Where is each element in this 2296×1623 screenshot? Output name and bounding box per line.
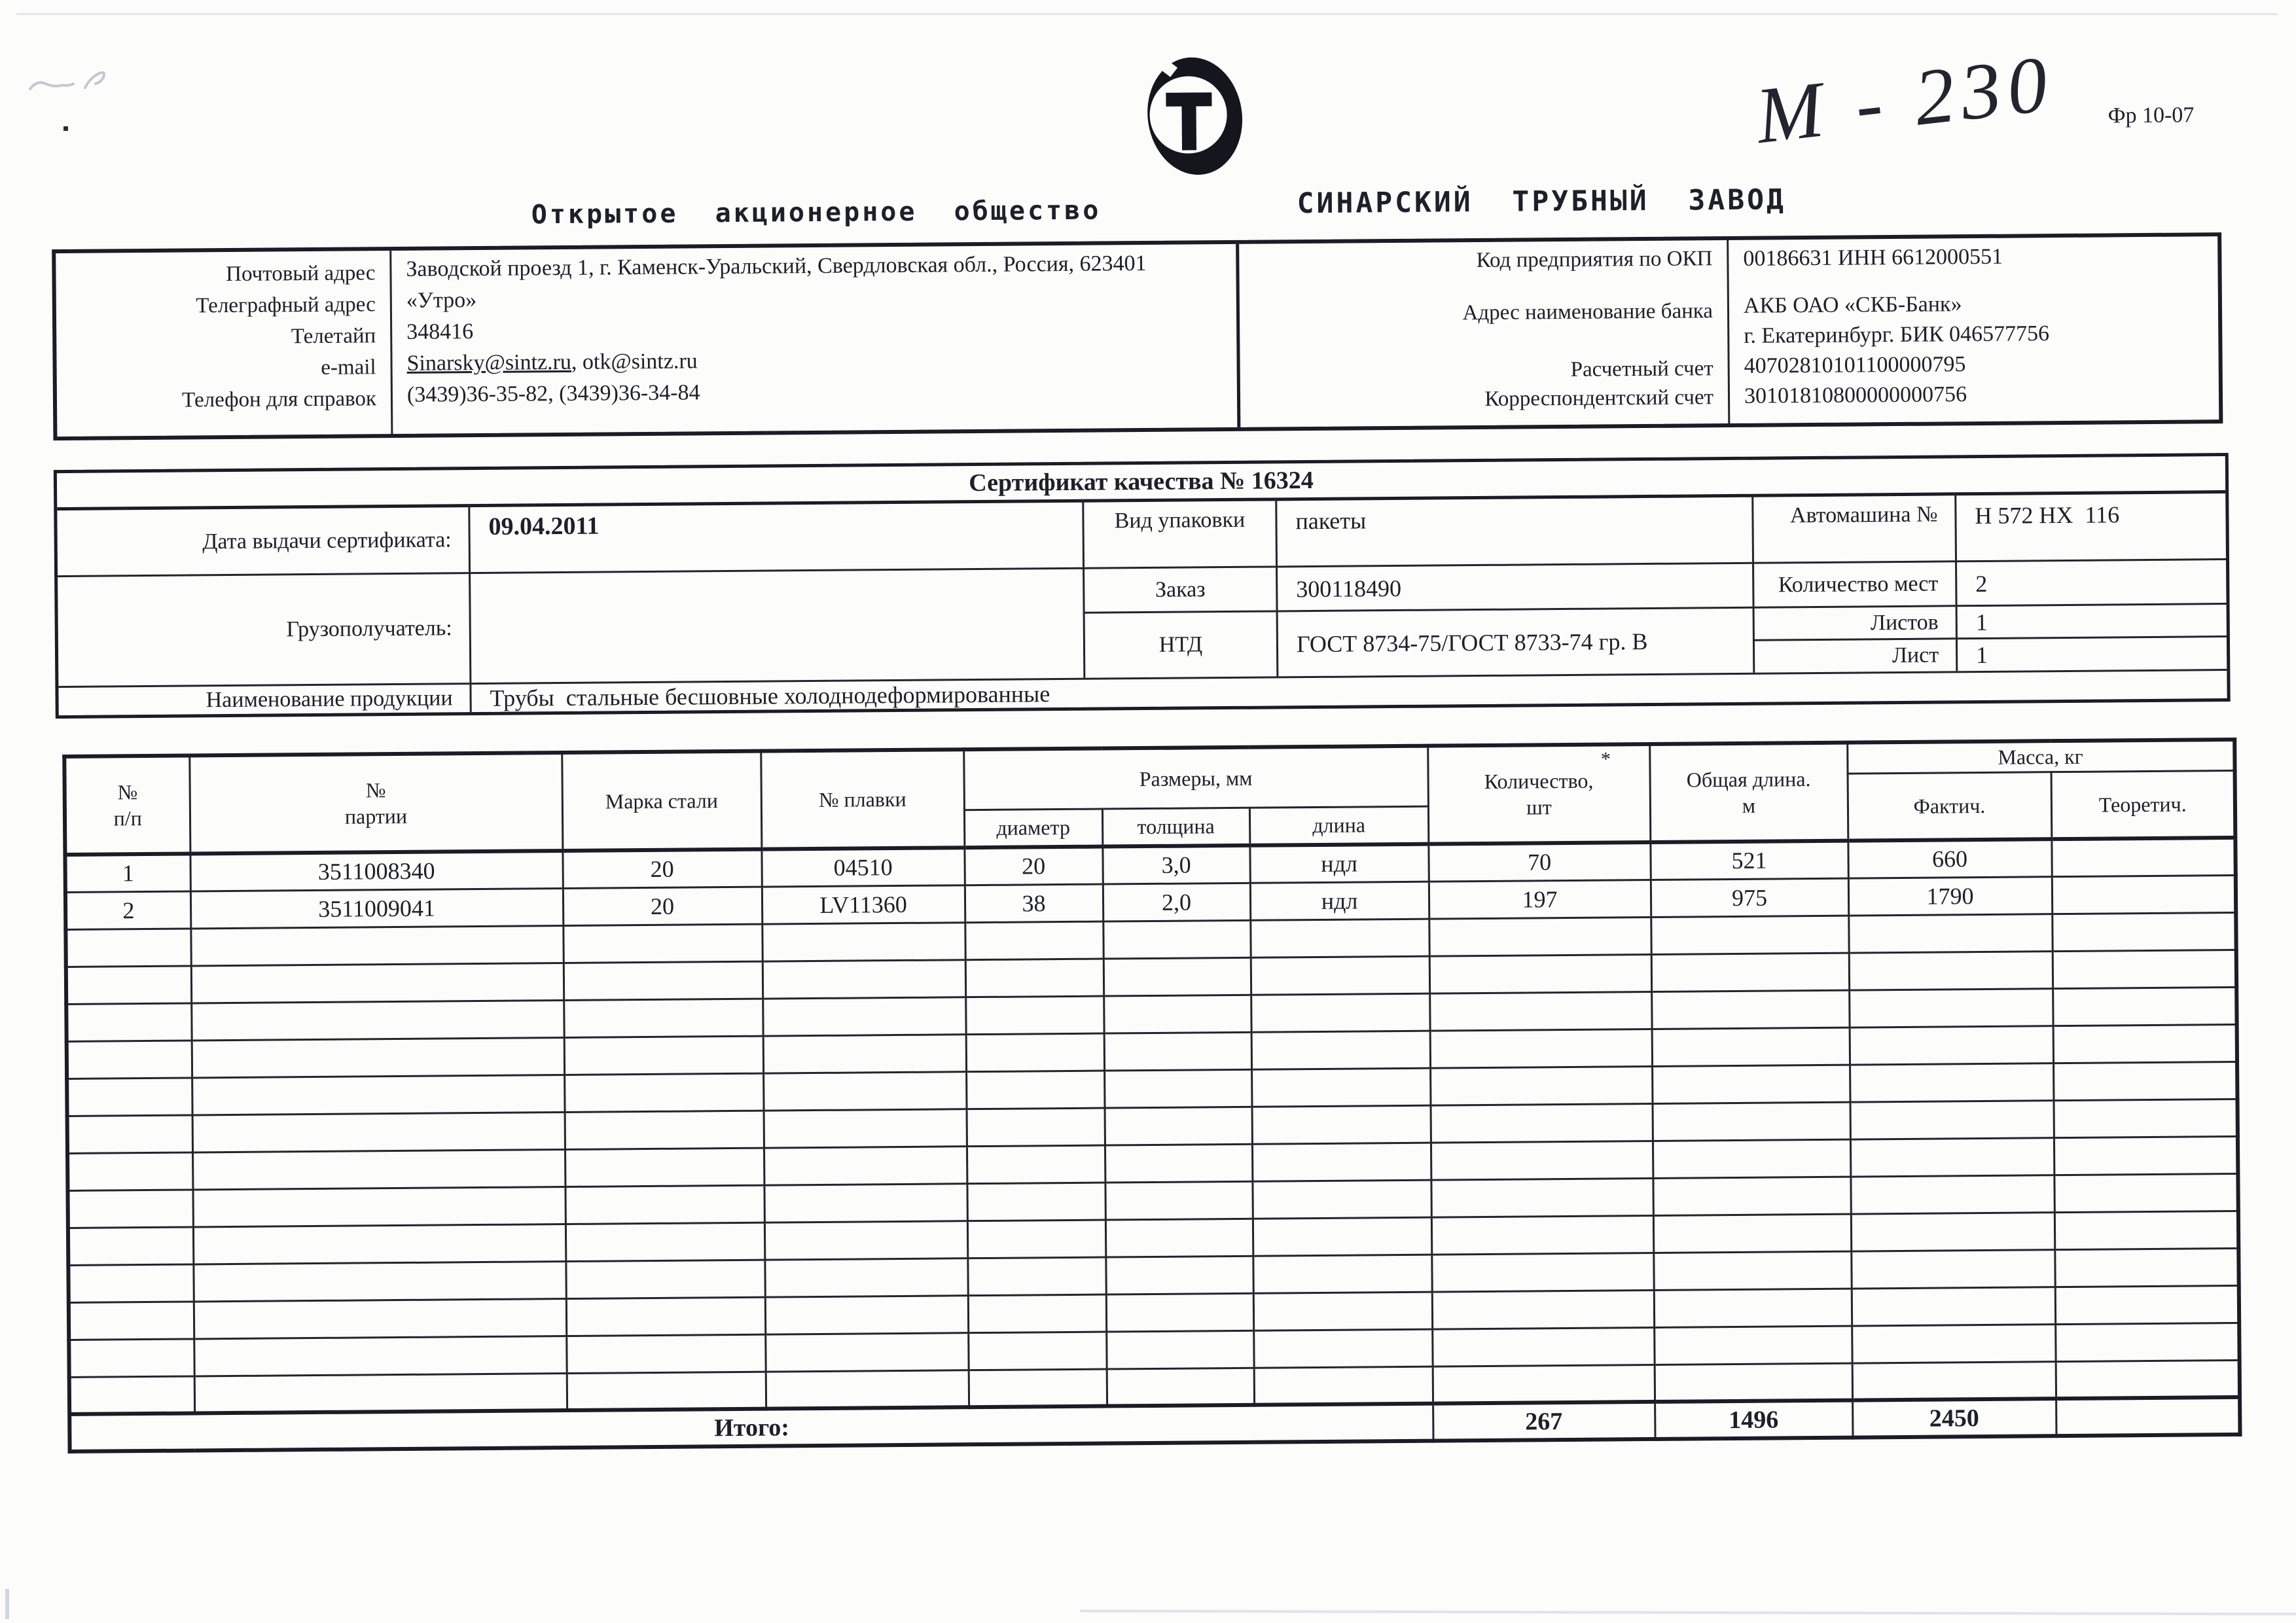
bank-label: Код предприятия по ОКП bbox=[1476, 247, 1713, 273]
table-cell bbox=[1849, 988, 2053, 1027]
table-cell bbox=[1253, 1217, 1431, 1256]
table-cell bbox=[1850, 1175, 2054, 1213]
col-header-mass-theor: Теоретич. bbox=[2051, 770, 2236, 839]
table-cell bbox=[69, 1301, 194, 1339]
col-header-heat: № плавки bbox=[761, 749, 964, 849]
table-cell: 521 bbox=[1650, 841, 1848, 880]
table-cell bbox=[968, 1294, 1106, 1333]
table-cell bbox=[192, 1186, 565, 1226]
table-cell bbox=[68, 1264, 193, 1302]
table-cell bbox=[563, 924, 762, 963]
contact-label: Телетайп bbox=[291, 324, 376, 349]
table-cell bbox=[565, 1185, 764, 1224]
sheets-label: Листов bbox=[1753, 605, 1956, 639]
places-value: 2 bbox=[1955, 558, 2227, 605]
table-cell bbox=[1429, 954, 1651, 993]
table-cell bbox=[190, 925, 563, 965]
order-value: 300118490 bbox=[1276, 562, 1753, 611]
table-cell bbox=[565, 1222, 764, 1261]
table-cell bbox=[192, 1149, 565, 1189]
table-cell bbox=[567, 1372, 766, 1410]
table-cell bbox=[1253, 1292, 1432, 1330]
col-header-total-length: Общая длина. м bbox=[1649, 743, 1848, 842]
contact-labels-cell bbox=[56, 251, 391, 437]
table-cell bbox=[1654, 1289, 1852, 1327]
correspondent-account: 30101810800000000756 bbox=[1744, 382, 1967, 408]
table-cell bbox=[1252, 1105, 1431, 1144]
table-cell bbox=[2052, 875, 2236, 914]
table-cell bbox=[967, 1145, 1105, 1184]
table-cell bbox=[1430, 1029, 1652, 1068]
table-cell bbox=[67, 1152, 192, 1190]
table-cell bbox=[1850, 1100, 2053, 1139]
product-value: Трубы стальные бесшовные холоднодеформированные bbox=[469, 669, 2227, 712]
table-cell bbox=[1651, 916, 1848, 954]
col-header-sizes: Размеры, мм bbox=[963, 746, 1428, 810]
table-cell bbox=[1851, 1212, 2054, 1251]
table-cell bbox=[1653, 1251, 1851, 1290]
table-cell bbox=[69, 1338, 194, 1376]
table-cell bbox=[2053, 950, 2236, 988]
table-cell bbox=[192, 1037, 564, 1077]
table-cell bbox=[1251, 993, 1429, 1032]
col-header-thickness: толщина bbox=[1102, 808, 1249, 847]
table-cell bbox=[68, 1226, 193, 1264]
table-cell bbox=[565, 1260, 764, 1298]
table-cell bbox=[1106, 1293, 1253, 1332]
table-cell bbox=[967, 1108, 1105, 1147]
table-cell: 660 bbox=[1848, 839, 2051, 878]
table-cell bbox=[1105, 1144, 1252, 1183]
table-cell bbox=[967, 1183, 1105, 1221]
table-cell bbox=[765, 1295, 968, 1334]
table-cell bbox=[1105, 1256, 1253, 1294]
total-length: 1496 bbox=[1655, 1400, 1852, 1439]
table-cell bbox=[66, 1003, 191, 1041]
truck-value: Н 572 НХ 116 bbox=[1954, 490, 2226, 560]
contact-label: Телеграфный адрес bbox=[196, 293, 376, 318]
contact-values-cell bbox=[389, 244, 1237, 434]
table-cell bbox=[1655, 1363, 1852, 1402]
table-cell: ндл bbox=[1249, 844, 1428, 883]
col-header-diameter: диаметр bbox=[964, 809, 1102, 848]
table-cell bbox=[66, 965, 191, 1003]
product-label: Наименование продукции bbox=[58, 683, 469, 715]
table-cell bbox=[763, 1071, 966, 1110]
table-cell bbox=[1103, 957, 1251, 996]
table-cell bbox=[765, 1332, 968, 1371]
table-cell bbox=[764, 1109, 967, 1147]
consignee-label: Грузополучатель: bbox=[58, 572, 469, 686]
sheet-value: 1 bbox=[1956, 635, 2227, 671]
table-cell bbox=[67, 1189, 192, 1227]
table-cell bbox=[2055, 1323, 2239, 1361]
table-cell bbox=[1653, 1139, 1850, 1178]
table-cell: 3,0 bbox=[1102, 846, 1249, 884]
table-cell bbox=[2054, 1211, 2238, 1249]
table-cell: 38 bbox=[965, 884, 1103, 923]
table-cell bbox=[1433, 1364, 1655, 1404]
table-cell: 2,0 bbox=[1103, 883, 1250, 921]
total-mass-theor bbox=[2056, 1397, 2240, 1436]
table-cell bbox=[67, 1077, 192, 1115]
table-cell bbox=[566, 1334, 765, 1373]
table-cell bbox=[67, 1040, 192, 1078]
table-cell bbox=[1849, 951, 2053, 990]
table-cell bbox=[1103, 995, 1251, 1033]
table-cell bbox=[967, 1220, 1105, 1258]
table-cell bbox=[1431, 1253, 1653, 1292]
table-cell bbox=[1104, 1032, 1251, 1071]
table-cell bbox=[1651, 990, 1849, 1029]
table-cell bbox=[967, 1257, 1105, 1296]
table-cell bbox=[1431, 1141, 1653, 1180]
bank-label: Корреспондентский счет bbox=[1484, 385, 1714, 411]
total-label: Итого: bbox=[69, 1404, 1433, 1452]
table-cell bbox=[1107, 1368, 1254, 1406]
contact-label: Телефон для справок bbox=[181, 387, 377, 412]
table-cell bbox=[1251, 1031, 1430, 1069]
teletype: 348416 bbox=[406, 319, 474, 344]
postal-address: Заводской проезд 1, г. Каменск-Уральский, Свердловская обл., Россия, 623401 bbox=[406, 251, 1147, 281]
certificate-title: Сертификат качества № 16324 bbox=[969, 467, 1314, 497]
table-cell bbox=[1852, 1324, 2055, 1363]
table-cell bbox=[1651, 953, 1849, 991]
col-header-quantity: * Количество, шт bbox=[1427, 744, 1650, 844]
table-cell bbox=[2056, 1360, 2240, 1399]
table-cell bbox=[1850, 1137, 2054, 1176]
table-cell bbox=[1431, 1178, 1653, 1217]
table-cell bbox=[564, 1073, 763, 1112]
table-cell bbox=[1251, 1068, 1430, 1107]
table-cell bbox=[2054, 1248, 2238, 1287]
table-cell bbox=[1106, 1330, 1253, 1369]
table-cell bbox=[1104, 1069, 1251, 1108]
table-cell bbox=[194, 1373, 567, 1413]
okp-inn: 00186631 ИНН 6612000551 bbox=[1743, 244, 2003, 271]
table-cell bbox=[1653, 1102, 1850, 1141]
table-cell bbox=[2051, 838, 2235, 876]
table-cell bbox=[1654, 1326, 1852, 1364]
table-cell bbox=[1653, 1177, 1850, 1215]
sheet-label: Лист bbox=[1753, 637, 1956, 672]
table-cell: 04510 bbox=[761, 847, 964, 886]
table-cell bbox=[1431, 1103, 1653, 1143]
table-cell: LV11360 bbox=[762, 885, 965, 923]
form-code: Фр 10-07 bbox=[2108, 103, 2195, 128]
ntd-value: ГОСТ 8734-75/ГОСТ 8733-74 гр. В bbox=[1276, 607, 1753, 677]
table-cell: 20 bbox=[563, 887, 762, 925]
table-cell bbox=[1848, 914, 2052, 952]
consignee-value bbox=[469, 567, 1083, 683]
table-cell bbox=[1251, 956, 1429, 995]
table-cell bbox=[762, 922, 965, 961]
table-cell bbox=[965, 996, 1103, 1035]
table-cell: 197 bbox=[1429, 880, 1651, 919]
table-cell bbox=[1105, 1107, 1252, 1145]
packing-value: пакеты bbox=[1275, 494, 1752, 566]
email-secondary: , otk@sintz.ru bbox=[571, 349, 698, 374]
table-cell bbox=[766, 1370, 969, 1408]
table-cell bbox=[1850, 1026, 2053, 1064]
table-cell bbox=[1253, 1329, 1432, 1368]
table-cell bbox=[2053, 1099, 2237, 1137]
table-cell: 1790 bbox=[1848, 876, 2052, 915]
contact-label: Почтовый адрес bbox=[226, 261, 376, 287]
table-cell bbox=[193, 1224, 565, 1264]
table-cell: 3511009041 bbox=[190, 888, 563, 928]
total-mass-fact: 2450 bbox=[1852, 1399, 2056, 1437]
handwritten-mark: М - 230 bbox=[1751, 39, 2058, 161]
table-cell: 975 bbox=[1651, 878, 1848, 917]
bank-label: Расчетный счет bbox=[1570, 357, 1713, 382]
table-cell bbox=[764, 1221, 967, 1259]
table-cell bbox=[192, 1112, 565, 1152]
table-cell bbox=[564, 961, 762, 1000]
table-cell bbox=[1429, 917, 1651, 956]
table-cell bbox=[764, 1258, 967, 1296]
table-cell bbox=[69, 1376, 194, 1414]
table-cell bbox=[1432, 1327, 1654, 1366]
bank-values-cell bbox=[1727, 236, 2219, 423]
truck-label: Автомашина № bbox=[1751, 492, 1955, 562]
table-cell bbox=[2053, 987, 2236, 1026]
table-cell bbox=[966, 1071, 1104, 1109]
table-cell bbox=[1652, 1027, 1850, 1066]
col-header-length: длина bbox=[1249, 806, 1428, 846]
table-cell bbox=[1252, 1180, 1431, 1219]
table-cell bbox=[1652, 1065, 1850, 1103]
table-cell bbox=[2054, 1136, 2238, 1175]
table-cell bbox=[1250, 919, 1429, 957]
issue-date: 09.04.2011 bbox=[468, 499, 1083, 572]
table-cell bbox=[194, 1336, 566, 1376]
plant-logo-icon bbox=[1129, 54, 1268, 180]
table-cell bbox=[65, 928, 190, 966]
table-cell bbox=[1851, 1249, 2054, 1288]
table-cell bbox=[1852, 1361, 2056, 1400]
table-cell bbox=[564, 1036, 763, 1075]
col-header-batch: № партии bbox=[189, 753, 562, 853]
table-cell: 20 bbox=[562, 849, 761, 888]
table-cell bbox=[2055, 1285, 2239, 1324]
table-cell bbox=[2053, 1024, 2237, 1063]
email-line bbox=[406, 349, 697, 376]
table-cell bbox=[2053, 1061, 2237, 1100]
ntd-label: НТД bbox=[1083, 610, 1277, 677]
table-cell: ндл bbox=[1250, 882, 1429, 920]
product-table bbox=[62, 738, 2242, 1454]
bank-label: Адрес наименование банка bbox=[1462, 299, 1713, 325]
table-cell bbox=[191, 1000, 564, 1040]
bank-city-bik: г. Екатеринбург. БИК 046577756 bbox=[1744, 321, 2050, 348]
table-cell bbox=[1432, 1290, 1654, 1329]
table-cell bbox=[565, 1111, 764, 1149]
table-cell bbox=[2052, 912, 2236, 951]
order-label: Заказ bbox=[1083, 565, 1276, 611]
table-cell bbox=[2054, 1173, 2238, 1212]
table-cell bbox=[194, 1298, 566, 1338]
table-cell: 70 bbox=[1428, 842, 1650, 882]
sheets-value: 1 bbox=[1956, 603, 2227, 637]
table-cell bbox=[764, 1183, 967, 1222]
telegraph-address: «Утро» bbox=[406, 288, 477, 313]
issue-date-label: Дата выдачи сертификата: bbox=[57, 504, 469, 575]
total-quantity: 267 bbox=[1433, 1402, 1655, 1441]
table-cell bbox=[67, 1115, 192, 1152]
table-cell bbox=[1253, 1255, 1431, 1293]
bank-labels-cell bbox=[1236, 240, 1728, 427]
table-cell bbox=[1653, 1214, 1851, 1253]
contacts-bank-table bbox=[52, 232, 2223, 440]
col-header-mass-fact: Фактич. bbox=[1848, 772, 2052, 840]
col-header-mass: Масса, кг bbox=[1847, 740, 2234, 774]
table-cell bbox=[1105, 1219, 1253, 1257]
email-primary: Sinarsky@sintz.ru bbox=[406, 349, 572, 376]
table-cell bbox=[762, 997, 965, 1035]
table-cell bbox=[191, 963, 564, 1003]
settlement-account: 40702810101100000795 bbox=[1744, 352, 1966, 378]
col-header-num: № п/п bbox=[64, 756, 190, 855]
table-cell bbox=[1429, 991, 1651, 1031]
table-cell: 1 bbox=[65, 854, 190, 892]
places-label: Количество мест bbox=[1752, 560, 1956, 606]
company-type: Открытое акционерное общество bbox=[531, 195, 1102, 230]
table-cell bbox=[1431, 1215, 1653, 1255]
table-cell bbox=[764, 1146, 967, 1185]
table-cell bbox=[192, 1075, 564, 1115]
table-cell bbox=[1430, 1066, 1652, 1105]
company-name: СИНАРСКИЙ ТРУБНЫЙ ЗАВОД bbox=[1297, 183, 1787, 221]
table-cell bbox=[762, 959, 965, 998]
contact-label: e-mail bbox=[321, 355, 376, 380]
table-cell bbox=[1105, 1181, 1252, 1220]
packing-label: Вид упаковки bbox=[1082, 497, 1276, 567]
scan-edge-artifact bbox=[5, 1589, 9, 1619]
col-header-steel: Марка стали bbox=[562, 751, 761, 851]
asterisk-note: * bbox=[1600, 748, 1611, 770]
table-cell: 2 bbox=[65, 891, 190, 929]
certificate-table bbox=[54, 453, 2231, 719]
phones: (3439)36-35-82, (3439)36-34-84 bbox=[406, 380, 700, 407]
table-cell bbox=[1852, 1287, 2055, 1325]
table-cell bbox=[763, 1034, 966, 1073]
table-cell bbox=[566, 1297, 765, 1336]
table-cell: 20 bbox=[964, 847, 1102, 885]
table-cell bbox=[965, 959, 1103, 997]
table-cell bbox=[565, 1148, 764, 1186]
bank-name: АКБ ОАО «СКБ-Банк» bbox=[1743, 292, 1962, 318]
table-cell bbox=[969, 1369, 1107, 1408]
table-cell bbox=[1252, 1143, 1431, 1181]
table-cell bbox=[1850, 1063, 2053, 1101]
table-cell bbox=[564, 999, 762, 1037]
table-cell bbox=[968, 1332, 1106, 1370]
table-cell bbox=[965, 921, 1103, 960]
table-cell bbox=[966, 1033, 1104, 1072]
table-cell bbox=[1103, 920, 1250, 959]
table-cell bbox=[193, 1261, 565, 1301]
table-cell: 3511008340 bbox=[190, 851, 562, 891]
table-cell bbox=[1254, 1366, 1433, 1405]
